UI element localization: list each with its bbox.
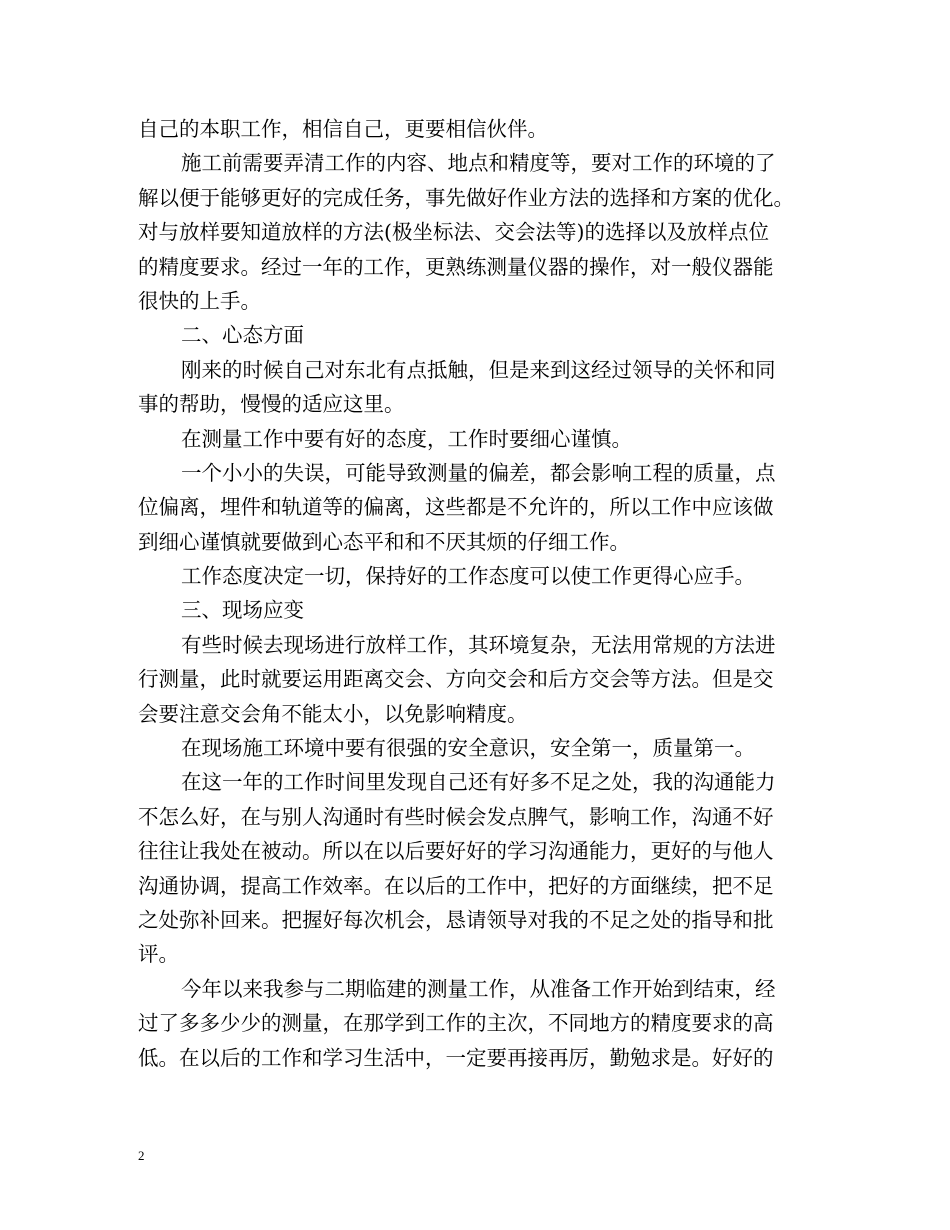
text-line: 事的帮助，慢慢的适应这里。 xyxy=(138,392,405,417)
text-line: 沟通协调，提高工作效率。在以后的工作中，把好的方面继续，把不足 xyxy=(138,873,774,898)
text-line: 之处弥补回来。把握好每次机会，恳请领导对我的不足之处的指导和批 xyxy=(138,907,774,932)
text-line: 三、现场应变 xyxy=(181,598,304,623)
text-line: 过了多多少少的测量，在那学到工作的主次，不同地方的精度要求的高 xyxy=(138,1011,774,1036)
text-line: 行测量，此时就要运用距离交会、方向交会和后方交会等方法。但是交 xyxy=(138,667,774,692)
text-line: 到细心谨慎就要做到心态平和和不厌其烦的仔细工作。 xyxy=(138,529,630,554)
text-line: 自己的本职工作，相信自己，更要相信伙伴。 xyxy=(138,117,548,141)
text-line: 在测量工作中要有好的态度，工作时要细心谨慎。 xyxy=(181,426,632,451)
text-line: 二、心态方面 xyxy=(181,323,304,348)
text-line: 施工前需要弄清工作的内容、地点和精度等，要对工作的环境的了 xyxy=(181,151,776,176)
text-line: 一个小小的失误，可能导致测量的偏差，都会影响工程的质量，点 xyxy=(181,460,776,485)
text-line: 在现场施工环境中要有很强的安全意识，安全第一，质量第一。 xyxy=(181,736,755,761)
document-body xyxy=(138,112,818,1075)
text-line: 刚来的时候自己对东北有点抵触，但是来到这经过领导的关怀和同 xyxy=(181,357,776,382)
text-line: 的精度要求。经过一年的工作，更熟练测量仪器的操作，对一般仪器能 xyxy=(138,254,774,279)
text-line: 评。 xyxy=(138,942,179,967)
text-line: 解以便于能够更好的完成任务，事先做好作业方法的选择和方案的优化。 xyxy=(138,185,794,210)
text-line: 往往让我处在被动。所以在以后要好好的学习沟通能力，更好的与他人 xyxy=(138,839,774,864)
text-line: 在这一年的工作时间里发现自己还有好多不足之处，我的沟通能力 xyxy=(181,770,776,795)
text-line: 有些时候去现场进行放样工作，其环境复杂，无法用常规的方法进 xyxy=(181,632,776,657)
text-line: 不怎么好，在与别人沟通时有些时候会发点脾气，影响工作，沟通不好 xyxy=(138,804,774,829)
page-number: 2 xyxy=(138,1148,145,1163)
text-line: 会要注意交会角不能太小，以免影响精度。 xyxy=(138,701,528,726)
text-line: 低。在以后的工作和学习生活中，一定要再接再厉，勤勉求是。好好的 xyxy=(138,1045,774,1070)
text-line: 今年以来我参与二期临建的测量工作，从准备工作开始到结束，经 xyxy=(181,976,776,1001)
text-line: 很快的上手。 xyxy=(138,288,261,313)
text-line: 工作态度决定一切，保持好的工作态度可以使工作更得心应手。 xyxy=(181,564,755,589)
text-line: 位偏离，埋件和轨道等的偏离，这些都是不允许的，所以工作中应该做 xyxy=(138,495,774,520)
text-line: 对与放样要知道放样的方法(极坐标法、交会法等)的选择以及放样点位 xyxy=(138,220,769,245)
